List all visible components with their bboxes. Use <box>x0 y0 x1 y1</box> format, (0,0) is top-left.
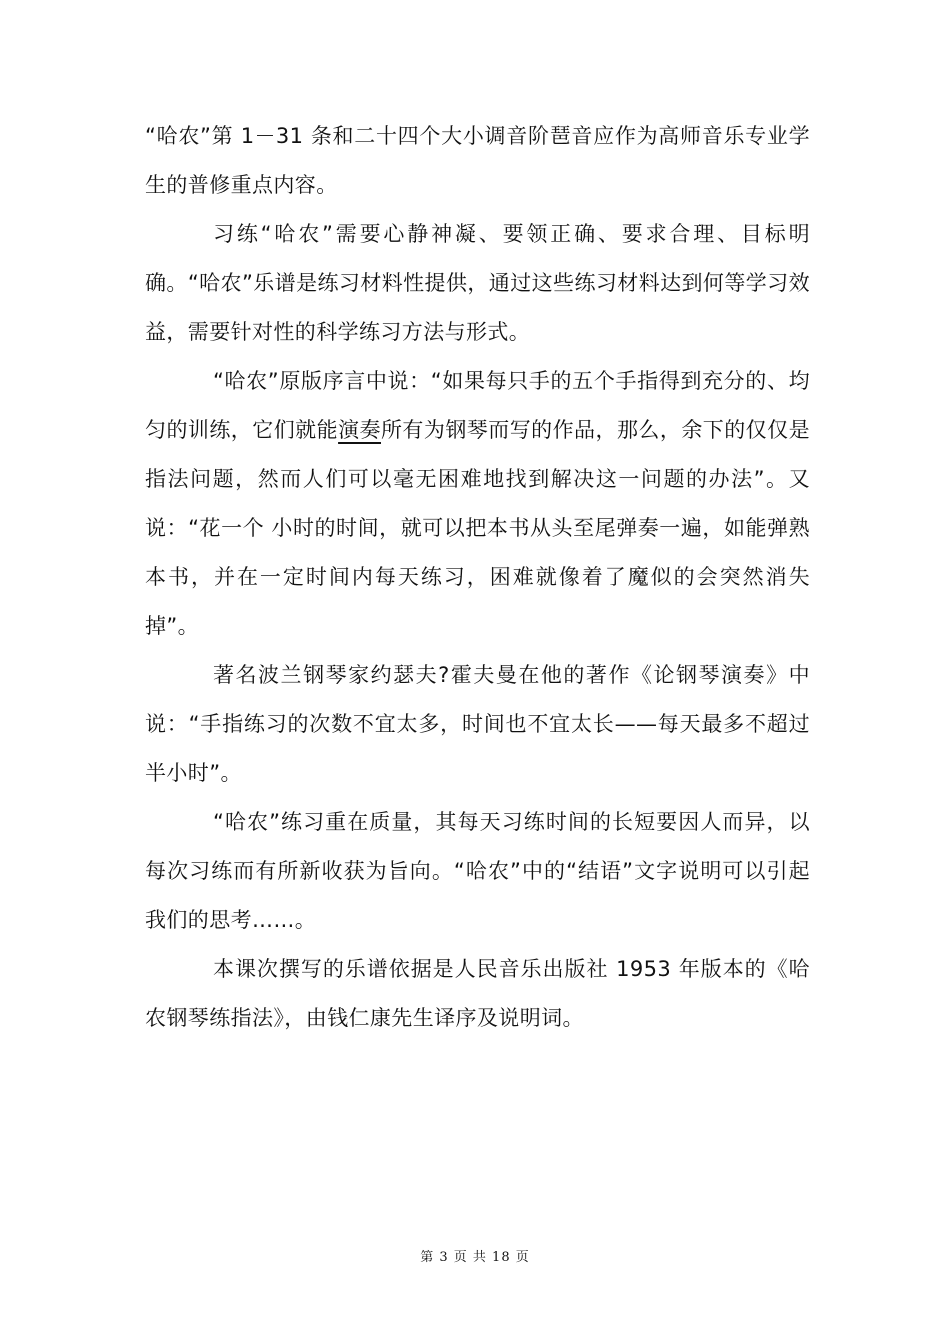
paragraph-3-after: 所有为钢琴而写的作品，那么，余下的仅仅是指法问题，然而人们可以毫无困难地找到解决这一问题的办法”。又说：“花一个 小时的时间，就可以把本书从头至尾弹奏一遍，如能弹熟本书，并在一定时间内每天练习，困难就像着了魔似的会突然消失掉”。 <box>145 418 810 638</box>
paragraph-3 <box>145 357 810 651</box>
paragraph-3-underlined-word: 演奏 <box>338 418 381 442</box>
paragraph-4: 著名波兰钢琴家约瑟夫?霍夫曼在他的著作《论钢琴演奏》中说：“手指练习的次数不宜太多，时间也不宜太长——每天最多不超过半小时”。 <box>145 663 810 785</box>
paragraph-1: “哈农”第 1－31 条和二十四个大小调音阶琶音应作为高师音乐专业学生的普修重点内容。 <box>145 124 810 197</box>
page-number-footer: 第 3 页 共 18 页 <box>420 1250 530 1265</box>
paragraph-5: “哈农”练习重在质量，其每天习练时间的长短要因人而异，以每次习练而有所新收获为旨向。“哈农”中的“结语”文字说明可以引起我们的思考……。 <box>145 810 810 932</box>
paragraph-3-before: “哈农”原版序言中说：“如果每只手的五个手指得到充分的、均匀的训练，它们就能 <box>145 369 810 442</box>
document-body <box>145 112 810 1043</box>
paragraph-2: 习练“哈农”需要心静神凝、要领正确、要求合理、目标明确。“哈农”乐谱是练习材料性提供，通过这些练习材料达到何等学习效益，需要针对性的科学练习方法与形式。 <box>145 222 810 344</box>
paragraph-6: 本课次撰写的乐谱依据是人民音乐出版社 1953 年版本的《哈农钢琴练指法》，由钱仁康先生译序及说明词。 <box>145 957 810 1030</box>
